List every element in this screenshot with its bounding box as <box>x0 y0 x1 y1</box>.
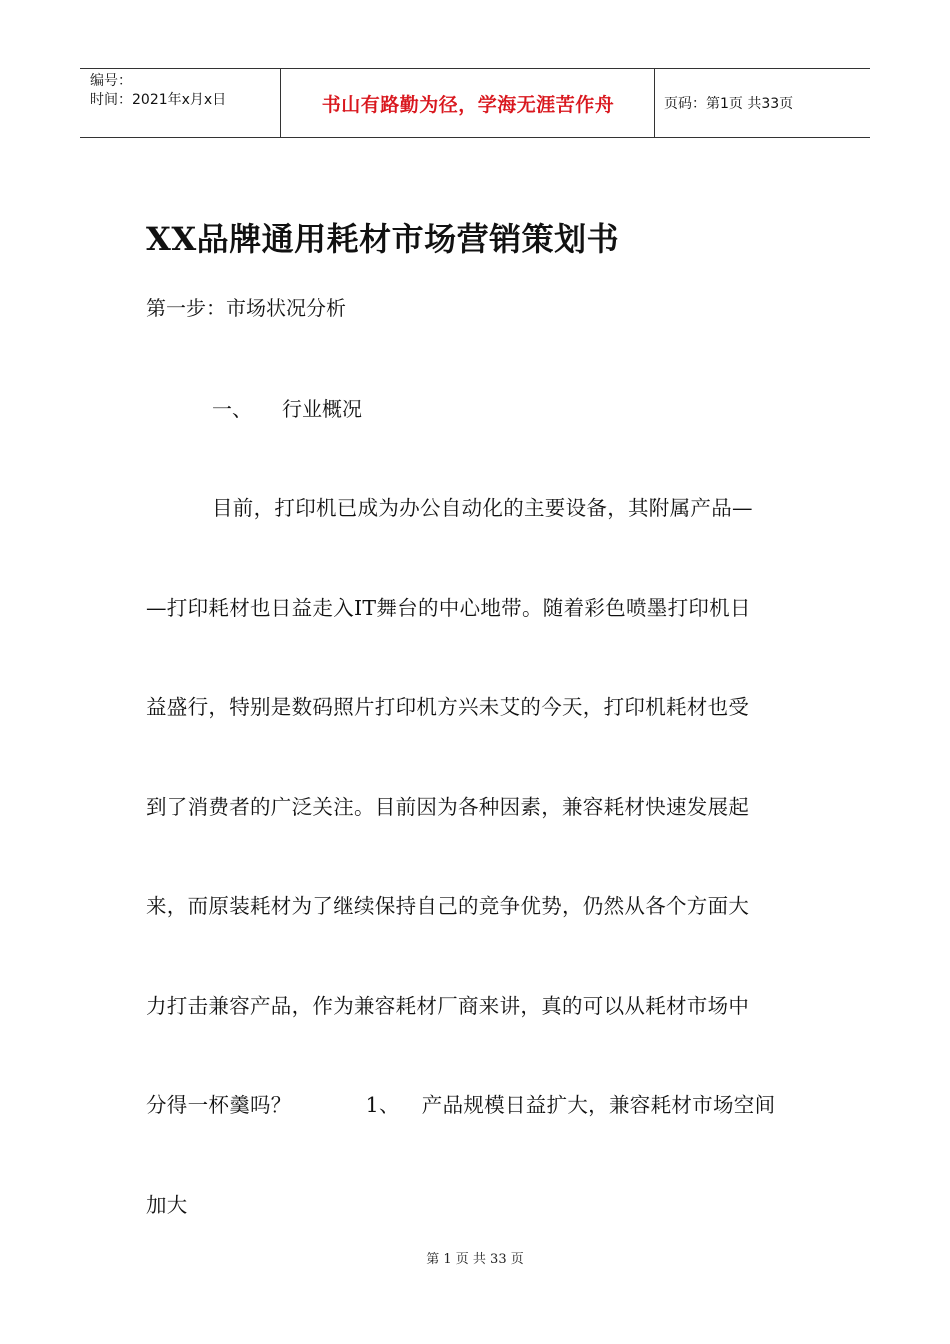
paragraph-line: 益盛行，特别是数码照片打印机方兴未艾的今天，打印机耗材也受 <box>146 695 750 719</box>
paragraph-text: 分得一杯羹吗？ <box>146 1093 292 1117</box>
page-footer: 第 1 页 共 33 页 <box>426 1252 524 1267</box>
section-number: 一、 <box>212 397 252 421</box>
paragraph-line: 目前，打印机已成为办公自动化的主要设备，其附属产品— <box>212 496 753 520</box>
header-page-info: 页码：第1页 共33页 <box>664 96 794 112</box>
paragraph-line <box>146 1088 775 1118</box>
step-heading: 第一步：市场状况分析 <box>146 296 346 320</box>
paragraph-line: 来，而原装耗材为了继续保持自己的竞争优势，仍然从各个方面大 <box>146 894 750 918</box>
section-title: 行业概况 <box>282 397 362 421</box>
paragraph-line: 力打击兼容产品，作为兼容耗材厂商来讲，真的可以从耗材市场中 <box>146 994 750 1018</box>
paragraph-line: —打印耗材也日益走入IT舞台的中心地带。随着彩色喷墨打印机日 <box>146 596 751 620</box>
header-meta <box>90 72 226 110</box>
paragraph-line: 到了消费者的广泛关注。目前因为各种因素，兼容耗材快速发展起 <box>146 795 750 819</box>
header-divider <box>280 69 281 137</box>
paragraph-line: 加大 <box>146 1193 188 1217</box>
section-heading <box>212 393 362 422</box>
header-motto: 书山有路勤为径，学海无涯苦作舟 <box>321 93 615 116</box>
serial-label: 编号： <box>90 73 132 89</box>
list-item-text: 产品规模日益扩大，兼容耗材市场空间 <box>421 1093 776 1117</box>
time-label: 时间：2021年x月x日 <box>90 92 227 108</box>
header-divider <box>654 69 655 137</box>
document-header <box>80 68 870 138</box>
document-title: XX品牌通用耗材市场营销策划书 <box>146 220 620 258</box>
list-number: 1、 <box>365 1093 400 1117</box>
